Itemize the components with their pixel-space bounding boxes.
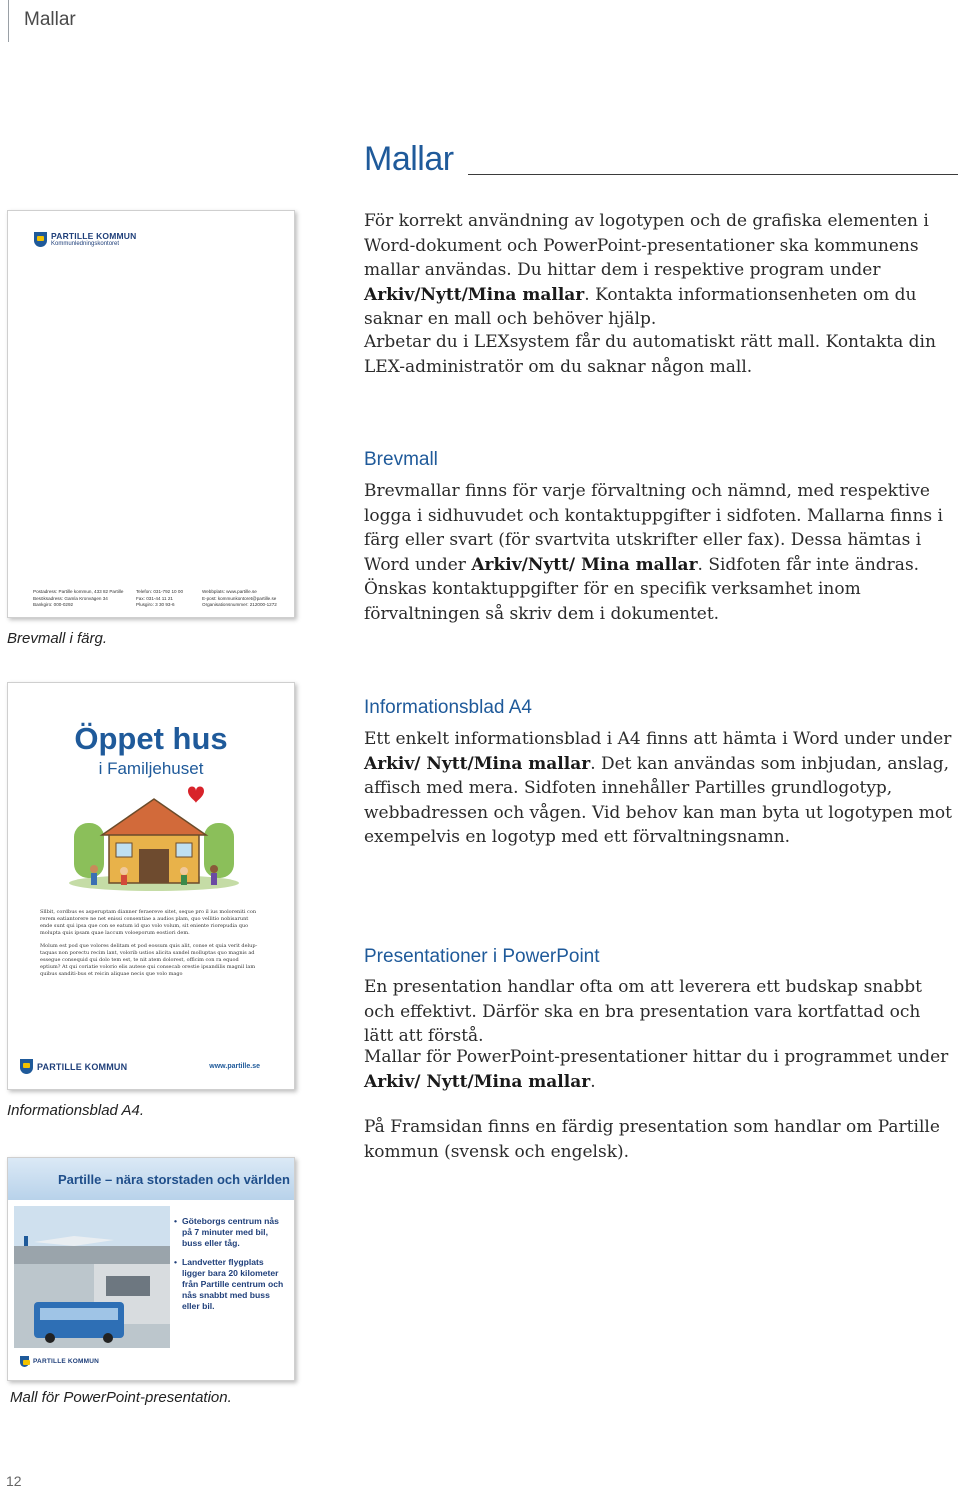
brevmall-text-tail: . Sidfoten får inte ändras. Önskas kontaktuppgifter för en specifik verksamhet inom förvaltningen så skriv dem i dokumentet. — [364, 554, 920, 624]
info-logo — [20, 1059, 127, 1074]
presentationer-paragraph-1: En presentation handlar ofta om att leverera ett budskap snabbt och effektivt. Därför ska en bra presentation vara kortfattad och lätt att förstå. — [364, 977, 922, 1046]
slide-photo-collage — [14, 1206, 170, 1348]
intro-menu-path: Arkiv/Nytt/Mina mallar — [364, 284, 585, 305]
intro-paragraph-2: Arbetar du i LEXsystem får du automatiskt rätt mall. Kontakta din LEX-administratör om du saknar någon mall. — [364, 332, 936, 377]
brevmall-menu-path: Arkiv/Nytt/ Mina mallar — [471, 554, 698, 575]
intro-paragraph-1 — [364, 209, 954, 332]
info-subheadline: i Familjehuset — [98, 759, 204, 778]
page-title: Mallar — [364, 140, 454, 178]
informationsblad-menu-path: Arkiv/ Nytt/Mina mallar — [364, 753, 591, 774]
footer-line: E-post: kommunkontoret@partille.se — [202, 595, 277, 601]
info-lorem-2: Molum est pod que volores delitam et pod eossum quis alit, conse et quia verit delup-taquas non porectu recim lant, volorib ustios alicita sandel molluptas quo magnis ad essegue consequid qui dolo tem est, te nit atem dolorest, officim con ra equod eptium? At qui coriatie volorio elis autese qui consecab orestie ipsandilis magnil lam quibus sanditi-bus et reicin aliquae necis que volo mago — [40, 943, 258, 977]
informationsblad-paragraph — [364, 727, 954, 850]
informationsblad-heading: Informationsblad A4 — [364, 697, 532, 718]
slide-title: Partille – nära storstaden och världen — [58, 1172, 290, 1187]
footer-line: Webbplats: www.partille.se — [202, 589, 257, 594]
footer-line: Besöksadress: Gamla Kronvägen 34 — [33, 595, 108, 601]
info-sheet-thumbnail — [7, 682, 295, 1090]
informationsblad-caption: Informationsblad A4. — [7, 1102, 145, 1119]
footer-line: Bankgiro: 000-0292 — [33, 602, 74, 607]
slide-logo — [20, 1356, 99, 1367]
intro-text-tail: . Kontakta informationsenheten om du saknar en mall och behöver hjälp. — [364, 284, 917, 329]
informationsblad-text: Ett enkelt informationsblad i A4 finns att hämta i Word under under — [364, 729, 952, 749]
brevmall-text: Brevmallar finns för varje förvaltning och nämnd, med respektive logga i sidhuvudet och kontaktuppgifter i sidfoten. Mallarna finns i färg eller svart (för svartvita utskrifter eller fax). Dessa hämtas i Word under — [364, 481, 943, 575]
presentationer-menu-path: Arkiv/ Nytt/Mina mallar — [364, 1071, 591, 1092]
footer-line: Organisationsnummer: 212000-1272 — [202, 602, 277, 607]
coat-of-arms-icon — [20, 1059, 33, 1074]
coat-of-arms-icon — [20, 1356, 29, 1367]
letter-footer-address — [33, 589, 123, 609]
footer-line: Telefon: 031-792 10 00 — [136, 589, 183, 594]
page-number: 12 — [6, 1473, 22, 1489]
letter-footer-web — [202, 589, 277, 609]
running-header-title: Mallar — [24, 9, 76, 30]
header-rule — [8, 0, 9, 42]
slide-bullet: • Landvetter flygplats ligger bara 20 kilometer från Partille centrum och nås snabbt med buss eller bil. — [174, 1257, 289, 1312]
letter-logo-subtitle: Kommunledningskontoret — [51, 241, 120, 247]
footer-line: Fax: 031-44 11 21 — [136, 595, 173, 601]
footer-line: Postadress: Partille kommun, 433 82 Partille — [33, 589, 124, 594]
slide-logo-text: PARTILLE KOMMUN — [33, 1358, 100, 1365]
presentationer-caption: Mall för PowerPoint-presentation. — [10, 1389, 232, 1406]
intro-text: För korrekt användning av logotypen och de grafiska elementen i Word-dokument och PowerPoint-presentationer ska kommunens mallar användas. Du hittar dem i respektive program under — [364, 211, 929, 280]
slide-bullets — [174, 1216, 289, 1320]
info-lorem-1: Sllbit, cordbus es asperuptam dianner feraereve sitet, seque pro il ius moloreniti con rerem eatiantorere ne net enissi consentiae a audios plam, quo vellitio nobisarunt ende sunt qui ipsa que con se eatum id quo volo volum, sit eniente riorepudia quo molupta quis ipsam quae laccum voloeporum eostiori dem. — [40, 909, 257, 936]
informationsblad-text-tail: . Det kan användas som inbjudan, anslag, affisch med mera. Sidfoten innehåller Partilles grundlogotyp, webbadressen och vågen. Vid behov kan man byta ut logotypen mot exempelvis en logotyp med ett förvaltningsnamn. — [364, 753, 952, 847]
coat-of-arms-icon — [34, 232, 47, 247]
brevmall-heading: Brevmall — [364, 449, 438, 470]
presentationer-paragraph-2 — [364, 1045, 954, 1094]
slide-bullet: • Göteborgs centrum nås på 7 minuter med bil, buss eller tåg. — [174, 1216, 289, 1249]
presentationer-paragraph-3: På Framsidan finns en färdig presentation som handlar om Partille kommun (svensk och engelsk). — [364, 1117, 940, 1162]
info-website-url: www.partille.se — [209, 1063, 260, 1070]
info-headline: Öppet hus — [74, 721, 228, 756]
brevmall-paragraph — [364, 479, 954, 626]
presentationer-text: Mallar för PowerPoint-presentationer hittar du i programmet under — [364, 1047, 949, 1067]
info-logo-text: PARTILLE KOMMUN — [37, 1061, 128, 1072]
powerpoint-template-thumbnail — [7, 1157, 295, 1381]
brevmall-caption: Brevmall i färg. — [7, 630, 108, 647]
letter-template-thumbnail — [7, 210, 295, 618]
title-underline — [468, 174, 958, 175]
footer-line: Plusgiro: 3 30 93-6 — [136, 602, 175, 607]
presentationer-text-tail: . — [590, 1071, 596, 1092]
letter-logo-text: PARTILLE KOMMUN — [51, 231, 137, 241]
presentationer-heading: Presentationer i PowerPoint — [364, 946, 600, 967]
family-house-illustration — [64, 783, 244, 893]
letter-footer-phone — [136, 589, 183, 609]
info-body-text — [40, 909, 260, 978]
letter-logo — [34, 231, 136, 247]
